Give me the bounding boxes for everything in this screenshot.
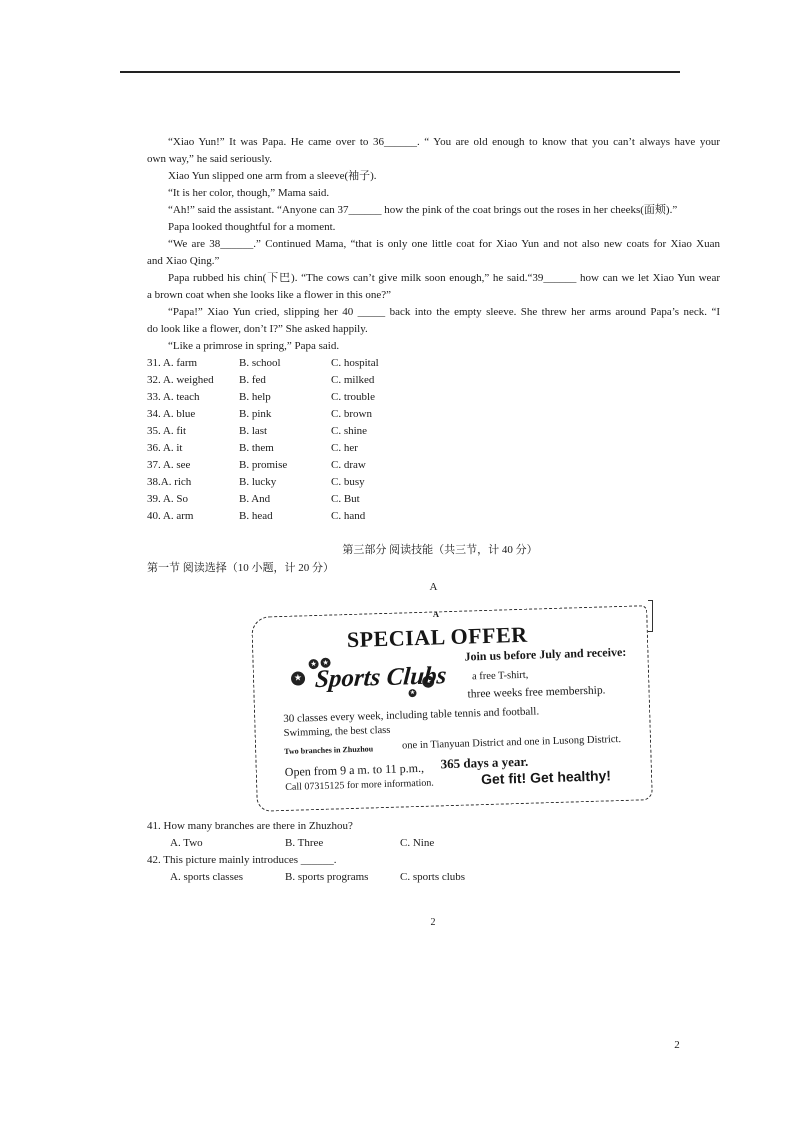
- option-b: B. And: [239, 493, 271, 505]
- option-row: [147, 440, 447, 457]
- option-a: 35. A. fit: [147, 425, 187, 437]
- page-number-corner: 2: [674, 1039, 680, 1051]
- passage-line: “We are 38______.” Continued Mama, “that is only one little coat for Xiao Yun and not also new coats for Xiao Xuan: [168, 238, 720, 250]
- passage-line: Xiao Yun slipped one arm from a sleeve(袖子).: [168, 170, 377, 182]
- question-option: B. Three: [285, 837, 324, 849]
- question-options: [147, 835, 647, 852]
- page-number: 2: [430, 917, 436, 928]
- classes-info: 30 classes every week, including table tennis and football.: [283, 705, 540, 726]
- option-c: C. hand: [331, 510, 366, 522]
- option-b: B. them: [239, 442, 274, 454]
- reading-questions: [147, 818, 647, 886]
- option-c: C. shine: [331, 425, 368, 437]
- swimming-info: Swimming, the best class: [283, 724, 391, 740]
- passage-line: do look like a flower, don’t I?” She asked happily.: [147, 323, 368, 335]
- option-row: [147, 508, 447, 525]
- ad-headline: SPECIAL OFFER: [346, 621, 528, 653]
- cloze-passage: [147, 134, 720, 355]
- districts-info: one in Tianyuan District and one in Lusong District.: [401, 734, 622, 752]
- option-c: C. draw: [331, 459, 366, 471]
- passage-line: “It is her color, though,” Mama said.: [168, 187, 330, 199]
- option-b: B. head: [239, 510, 273, 522]
- option-c: C. trouble: [331, 391, 375, 403]
- option-a: 38.A. rich: [147, 476, 192, 488]
- option-c: C. her: [331, 442, 358, 454]
- option-c: C. milked: [331, 374, 375, 386]
- passage-line: own way,” he said seriously.: [147, 153, 273, 165]
- question-option: A. Two: [170, 837, 203, 849]
- cloze-options: [147, 355, 447, 525]
- option-a: 32. A. weighed: [147, 374, 214, 386]
- option-a: 31. A. farm: [147, 357, 198, 369]
- option-c: C. But: [331, 493, 360, 505]
- passage-line: and Xiao Qing.”: [147, 255, 220, 267]
- subsection-title: 第一节 阅读选择（10 小题，计 20 分）: [147, 562, 334, 574]
- option-a: 40. A. arm: [147, 510, 194, 522]
- option-row: [147, 389, 447, 406]
- question-option: B. sports programs: [285, 871, 369, 883]
- option-row: [147, 423, 447, 440]
- branches-info: Two branches in Zhuzhou: [284, 744, 374, 756]
- option-b: B. help: [239, 391, 271, 403]
- option-b: B. lucky: [239, 476, 277, 488]
- part-title: 第三部分 阅读技能（共三节，计 40 分）: [342, 544, 538, 556]
- contact-info: Call 07315125 for more information.: [285, 777, 434, 793]
- question-option: C. Nine: [400, 837, 435, 849]
- question-stem: 41. How many branches are there in Zhuzhou?: [147, 820, 353, 832]
- option-c: C. hospital: [331, 357, 379, 369]
- option-b: B. school: [239, 357, 281, 369]
- option-row: [147, 457, 447, 474]
- star-badge-icon: [291, 671, 305, 685]
- ad-slogan: Get fit! Get healthy!: [480, 767, 612, 788]
- option-row: [147, 372, 447, 389]
- option-c: C. busy: [331, 476, 365, 488]
- perk-item: a free T-shirt,: [471, 669, 529, 683]
- passage-line: Papa rubbed his chin(下巴). “The cows can’t give milk soon enough,” he said.“39______ how can we let Xiao Yun wear: [168, 272, 720, 284]
- passage-line: “Like a primrose in spring,” Papa said.: [168, 340, 340, 352]
- passage-label: A: [429, 581, 438, 593]
- option-a: 33. A. teach: [147, 391, 200, 403]
- option-c: C. brown: [331, 408, 372, 420]
- question-stem: 42. This picture mainly introduces ______.: [147, 854, 337, 866]
- option-a: 34. A. blue: [147, 408, 196, 420]
- option-a: 36. A. it: [147, 442, 183, 454]
- option-b: B. fed: [239, 374, 266, 386]
- brand-logo: Sports Clubs: [314, 662, 448, 694]
- option-row: [147, 355, 447, 372]
- passage-line: “Ah!” said the assistant. “Anyone can 37______ how the pink of the coat brings out the roses in her cheeks(面颊).”: [168, 204, 678, 216]
- header-rule: [120, 71, 680, 73]
- passage-line: a brown coat when she looks like a flower in this one?”: [147, 289, 392, 301]
- scan-bracket-mark: [648, 600, 653, 632]
- ad-image-label: A: [432, 609, 440, 619]
- passage-line: Papa looked thoughtful for a moment.: [168, 221, 336, 233]
- passage-line: “Papa!” Xiao Yun cried, slipping her 40 _____ back into the empty sleeve. She threw her arms around Papa’s neck. “I: [168, 306, 720, 318]
- join-text: Join us before July and receive:: [464, 644, 627, 664]
- question-options: [147, 869, 647, 886]
- passage-line: “Xiao Yun!” It was Papa. He came over to 36______. “ You are old enough to know that you can’t always have your: [168, 136, 720, 148]
- opening-hours: Open from 9 a m. to 11 p.m.,: [284, 760, 425, 779]
- question-option: A. sports classes: [170, 871, 244, 883]
- option-b: B. pink: [239, 408, 272, 420]
- option-b: B. last: [239, 425, 268, 437]
- perk-item: three weeks free membership.: [467, 684, 606, 701]
- option-row: [147, 474, 447, 491]
- option-b: B. promise: [239, 459, 288, 471]
- option-a: 37. A. see: [147, 459, 191, 471]
- question-option: C. sports clubs: [400, 871, 466, 883]
- days-per-year: 365 days a year.: [440, 753, 529, 772]
- option-row: [147, 491, 447, 508]
- option-row: [147, 406, 447, 423]
- sports-club-advertisement: [251, 605, 653, 812]
- option-a: 39. A. So: [147, 493, 188, 505]
